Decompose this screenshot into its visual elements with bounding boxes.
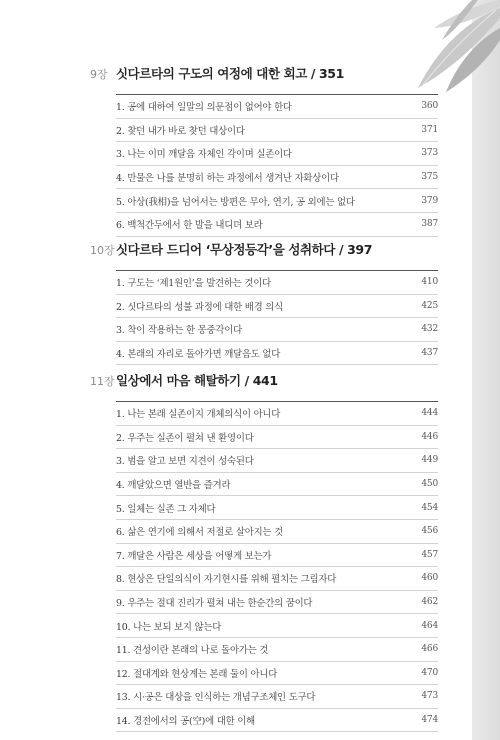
chapter-11: [90, 371, 438, 732]
entry-page: 457: [421, 549, 438, 560]
entry-page: 446: [421, 431, 438, 442]
entry-page: 375: [421, 172, 438, 183]
entry-title: 10. 나는 보되 보지 않는다: [116, 621, 222, 633]
toc-entry[interactable]: [116, 119, 438, 143]
entry-page: 456: [421, 526, 438, 537]
toc-entry[interactable]: [116, 567, 438, 591]
toc-entry[interactable]: [116, 449, 438, 473]
chapter-title: 일상에서 마음 해탈하기 / 441: [116, 373, 278, 388]
entry-page: 474: [421, 715, 438, 726]
entry-title: 11. 견성이란 본래의 나로 돌아가는 것: [116, 645, 269, 657]
entry-title: 14. 경전에서의 공(空)에 대한 이해: [116, 716, 255, 728]
entry-title: 1. 구도는 ‘제1원인’을 발견하는 것이다: [116, 278, 271, 290]
entry-page: 470: [421, 667, 438, 678]
entry-title: 2. 우주는 실존이 펼쳐 낸 환영이다: [116, 432, 254, 444]
chapter-title: 싯다르타 드디어 ‘무상정등각’을 성취하다 / 397: [116, 242, 372, 257]
entry-page: 462: [421, 597, 438, 608]
toc-entry[interactable]: [116, 638, 438, 662]
entry-page: 437: [421, 348, 438, 359]
entry-page: 450: [421, 479, 438, 490]
entry-page: 387: [421, 219, 438, 230]
entry-page: 454: [421, 502, 438, 513]
entry-title: 9. 우주는 절대 진리가 펼쳐 내는 한순간의 꿈이다: [116, 598, 313, 610]
toc-entry[interactable]: [116, 496, 438, 520]
toc-entry[interactable]: [116, 426, 438, 450]
toc-entry[interactable]: [116, 591, 438, 615]
toc-entry[interactable]: [116, 271, 438, 295]
entry-title: 5. 아상(我相)을 넘어서는 방편은 무아, 연기, 공 외에는 없다: [116, 196, 355, 208]
entry-title: 12. 절대계와 현상계는 본래 둘이 아니다: [116, 668, 278, 680]
toc-entry[interactable]: [116, 520, 438, 544]
entry-title: 2. 싯다르타의 성불 과정에 대한 배경 의식: [116, 301, 283, 313]
toc-entry[interactable]: [116, 189, 438, 213]
entry-title: 4. 본래의 자리로 돌아가면 깨달음도 없다: [116, 349, 281, 361]
chapter-number: 11장: [90, 375, 115, 388]
toc-entry[interactable]: [116, 402, 438, 426]
entry-title: 3. 착이 작용하는 한 몽중각이다: [116, 325, 242, 337]
entry-title: 7. 깨달은 사람은 세상을 어떻게 보는가: [116, 550, 272, 562]
entry-page: 425: [421, 300, 438, 311]
chapter-number: 10장: [90, 244, 115, 257]
entry-title: 3. 나는 이미 깨달음 자체인 각이며 실존이다: [116, 149, 292, 161]
entry-page: 464: [421, 620, 438, 631]
toc-entry[interactable]: [116, 213, 438, 237]
entry-page: 460: [421, 573, 438, 584]
toc-entry[interactable]: [116, 544, 438, 568]
chapter-10: [90, 240, 438, 365]
entry-title: 6. 삶은 연기에 의해서 저절로 살아지는 것: [116, 527, 283, 539]
entry-page: 444: [421, 408, 438, 419]
entry-page: 432: [421, 324, 438, 335]
entry-page: 473: [421, 691, 438, 702]
entry-page: 360: [421, 101, 438, 112]
toc-entry[interactable]: [116, 709, 438, 733]
toc-entry[interactable]: [116, 166, 438, 190]
entry-page: 449: [421, 455, 438, 466]
entry-title: 4. 만물은 나를 분명히 하는 과정에서 생겨난 자화상이다: [116, 173, 339, 185]
toc-entry[interactable]: [116, 295, 438, 319]
entry-page: 410: [421, 277, 438, 288]
toc-entry[interactable]: [116, 318, 438, 342]
entry-title: 6. 백척간두에서 한 발을 내디뎌 보라: [116, 220, 263, 232]
entry-title: 3. 범을 알고 보면 지견이 성숙된다: [116, 456, 254, 468]
entry-page: 373: [421, 148, 438, 159]
entry-title: 2. 찾던 내가 바로 찾던 대상이다: [116, 125, 245, 137]
toc-entry[interactable]: [116, 142, 438, 166]
entry-title: 8. 현상은 단일의식이 자기현시를 위해 펼치는 그림자다: [116, 574, 337, 586]
entry-title: 4. 깨달았으면 열반을 즐겨라: [116, 480, 231, 492]
chapter-9: [90, 64, 438, 237]
entry-title: 1. 나는 본래 실존이지 개체의식이 아니다: [116, 409, 281, 421]
entry-page: 379: [421, 195, 438, 206]
toc-entry[interactable]: [116, 685, 438, 709]
entry-page: 466: [421, 644, 438, 655]
entry-title: 5. 일체는 실존 그 자체다: [116, 503, 216, 515]
entry-title: 13. 시·공은 대상을 인식하는 개념구조체인 도구다: [116, 692, 316, 704]
toc-entry[interactable]: [116, 473, 438, 497]
toc-entry[interactable]: [116, 95, 438, 119]
toc-entry[interactable]: [116, 614, 438, 638]
entry-page: 371: [421, 124, 438, 135]
entry-title: 1. 공에 대하여 일말의 의문점이 없어야 한다: [116, 102, 292, 114]
chapter-number: 9장: [90, 68, 108, 81]
chapter-title: 싯다르타의 구도의 여정에 대한 회고 / 351: [116, 66, 344, 81]
toc-entry[interactable]: [116, 662, 438, 686]
toc-entry[interactable]: [116, 342, 438, 366]
